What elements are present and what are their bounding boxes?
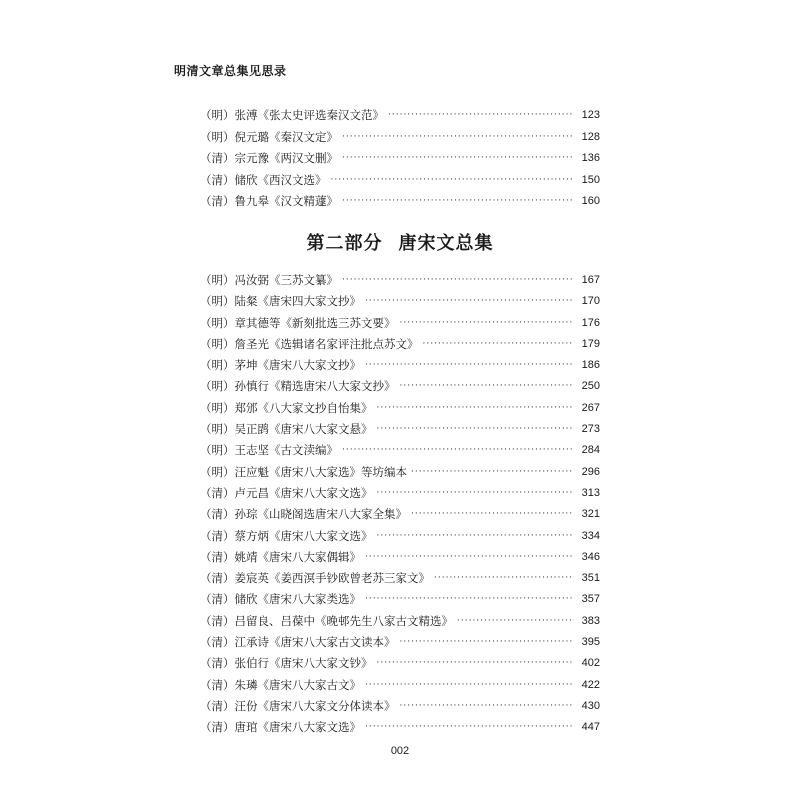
toc-entry bbox=[200, 355, 600, 376]
toc-entry-title: （清）张伯行《唐宋八大家文钞》 bbox=[200, 656, 373, 671]
section-heading-title: 唐宋文总集 bbox=[398, 233, 494, 254]
page-number: 002 bbox=[390, 745, 410, 757]
toc-entry bbox=[200, 127, 600, 149]
dot-leader bbox=[400, 632, 575, 653]
dot-leader bbox=[434, 568, 574, 589]
toc-entry-title: （明）冯汝弼《三苏文纂》 bbox=[200, 273, 338, 287]
toc-entry bbox=[200, 568, 600, 589]
toc-entry bbox=[200, 334, 600, 355]
toc-entry-title: （清）姚靖《唐宋八大家偶辑》 bbox=[200, 549, 361, 564]
toc-entry-title: （明）吴正鹍《唐宋八大家文悬》 bbox=[200, 422, 373, 437]
toc-entry-page: 351 bbox=[581, 572, 600, 585]
toc-entry-title: （明）章其德等《新刻批选三苏文要》 bbox=[200, 315, 396, 330]
toc-entry bbox=[200, 547, 600, 568]
toc-entry-title: （清）卢元昌《唐宋八大家文选》 bbox=[200, 485, 373, 500]
toc-entry bbox=[200, 717, 600, 738]
toc-entry bbox=[200, 504, 600, 525]
dot-leader bbox=[400, 376, 575, 397]
toc-entry bbox=[200, 611, 600, 632]
toc-entry bbox=[200, 632, 600, 653]
toc-entry-page: 123 bbox=[581, 109, 600, 121]
toc-entry-title: （明）孙慎行《精选唐宋八大家文抄》 bbox=[200, 379, 396, 394]
toc-entry bbox=[200, 462, 600, 483]
toc-entry-title: （清）储欣《西汉文选》 bbox=[200, 172, 327, 187]
toc-entry bbox=[200, 483, 600, 504]
toc-entry-title: （清）蔡方炳《唐宋八大家文选》 bbox=[200, 528, 373, 543]
toc-entry-title: （清）宗元豫《两汉文删》 bbox=[200, 151, 338, 165]
toc-entry-page: 383 bbox=[581, 614, 600, 627]
dot-leader bbox=[377, 398, 575, 419]
dot-leader bbox=[365, 547, 574, 568]
toc-entry bbox=[200, 440, 600, 461]
dot-leader bbox=[365, 291, 574, 312]
toc-entry-title: （明）茅坤《唐宋八大家文抄》 bbox=[200, 358, 361, 373]
toc-entry-page: 160 bbox=[581, 195, 600, 207]
toc-entry-title: （清）姜宸英《姜西溟手钞欧曾老苏三家文》 bbox=[200, 571, 430, 586]
toc-part-2-list bbox=[200, 270, 600, 739]
toc-entry-title: （清）江承诗《唐宋八大家古文读本》 bbox=[200, 635, 396, 650]
toc-entry-title: （清）吕留良、吕葆中《晚邨先生八家古文精选》 bbox=[200, 613, 453, 628]
toc-entry-page: 284 bbox=[581, 444, 600, 457]
dot-leader bbox=[388, 105, 574, 127]
toc-entry-page: 430 bbox=[581, 699, 600, 712]
toc-entry-page: 170 bbox=[581, 295, 600, 308]
dot-leader bbox=[400, 313, 575, 334]
toc-entry-title: （明）汪应魁《唐宋八大家选》等坊编本 bbox=[200, 464, 407, 479]
dot-leader bbox=[342, 270, 574, 291]
dot-leader bbox=[342, 127, 574, 149]
toc-entry bbox=[200, 589, 600, 610]
toc-entry bbox=[200, 105, 600, 127]
toc-entry bbox=[200, 376, 600, 397]
dot-leader bbox=[342, 440, 574, 461]
toc-entry bbox=[200, 313, 600, 334]
toc-entry-page: 334 bbox=[581, 529, 600, 542]
toc-entry-title: （明）郑邠《八大家文抄自怡集》 bbox=[200, 400, 373, 415]
dot-leader bbox=[377, 419, 575, 440]
dot-leader bbox=[411, 462, 574, 483]
toc-entry bbox=[200, 526, 600, 547]
toc-entry bbox=[200, 696, 600, 717]
toc-entry-page: 128 bbox=[581, 130, 600, 143]
dot-leader bbox=[377, 526, 575, 547]
toc-entry-page: 176 bbox=[581, 316, 600, 329]
toc-entry-page: 357 bbox=[581, 593, 600, 606]
toc-entry-page: 395 bbox=[581, 636, 600, 649]
dot-leader bbox=[342, 191, 574, 213]
toc-entry-page: 167 bbox=[581, 274, 600, 286]
toc-entry bbox=[200, 419, 600, 440]
toc-entry-page: 250 bbox=[581, 380, 600, 393]
dot-leader bbox=[400, 696, 575, 717]
toc-entry-title: （明）倪元璐《秦汉文定》 bbox=[200, 129, 338, 144]
toc-entry-title: （清）汪份《唐宋八大家文分体读本》 bbox=[200, 698, 396, 713]
toc-entry bbox=[200, 170, 600, 192]
dot-leader bbox=[423, 334, 575, 355]
toc-entry bbox=[200, 675, 600, 696]
section-heading bbox=[0, 229, 800, 255]
toc-entry bbox=[200, 148, 600, 170]
toc-entry-title: （明）王志坚《古文渎编》 bbox=[200, 443, 338, 458]
toc-entry-title: （清）储欣《唐宋八大家类选》 bbox=[200, 592, 361, 607]
dot-leader bbox=[365, 675, 574, 696]
toc-entry-page: 273 bbox=[581, 423, 600, 436]
toc-part-1-list bbox=[200, 105, 600, 213]
toc-entry-title: （清）鲁九皋《汉文精蘧》 bbox=[200, 194, 338, 208]
dot-leader bbox=[377, 483, 575, 504]
toc-entry-title: （明）陆粲《唐宋四大家文抄》 bbox=[200, 294, 361, 309]
toc-entry-page: 402 bbox=[581, 657, 600, 670]
toc-entry bbox=[200, 270, 600, 291]
dot-leader bbox=[365, 589, 574, 610]
toc-entry-page: 296 bbox=[581, 465, 600, 478]
toc-entry bbox=[200, 653, 600, 674]
running-header: 明清文章总集见思录 bbox=[174, 64, 287, 78]
toc-entry-page: 346 bbox=[581, 550, 600, 563]
dot-leader bbox=[457, 611, 574, 632]
toc-entry-page: 422 bbox=[581, 678, 600, 691]
dot-leader bbox=[365, 355, 574, 376]
toc-entry-page: 179 bbox=[581, 337, 600, 350]
toc-entry-title: （明）张溥《张太史评选秦汉文范》 bbox=[200, 108, 384, 122]
toc-entry-page: 150 bbox=[581, 173, 600, 186]
toc-entry-page: 321 bbox=[581, 508, 600, 521]
toc-entry-title: （清）唐琯《唐宋八大家文选》 bbox=[200, 720, 361, 735]
toc-entry-title: （清）朱璘《唐宋八大家古文》 bbox=[200, 677, 361, 692]
toc-entry-title: （清）孙琮《山晓阁选唐宋八大家全集》 bbox=[200, 507, 407, 522]
toc-entry bbox=[200, 398, 600, 419]
dot-leader bbox=[377, 653, 575, 674]
toc-entry bbox=[200, 291, 600, 312]
toc-entry-page: 447 bbox=[581, 721, 600, 734]
section-heading-part: 第二部分 bbox=[306, 233, 383, 254]
toc-entry-page: 136 bbox=[581, 152, 600, 164]
toc-entry-page: 313 bbox=[581, 486, 600, 499]
toc-entry bbox=[200, 191, 600, 213]
dot-leader bbox=[342, 148, 574, 170]
toc-entry-page: 186 bbox=[581, 359, 600, 372]
toc-entry-page: 267 bbox=[581, 401, 600, 414]
dot-leader bbox=[331, 170, 575, 192]
dot-leader bbox=[365, 717, 574, 738]
dot-leader bbox=[411, 504, 574, 525]
toc-entry-title: （明）詹圣光《选辑诸名家评注批点苏文》 bbox=[200, 336, 419, 351]
